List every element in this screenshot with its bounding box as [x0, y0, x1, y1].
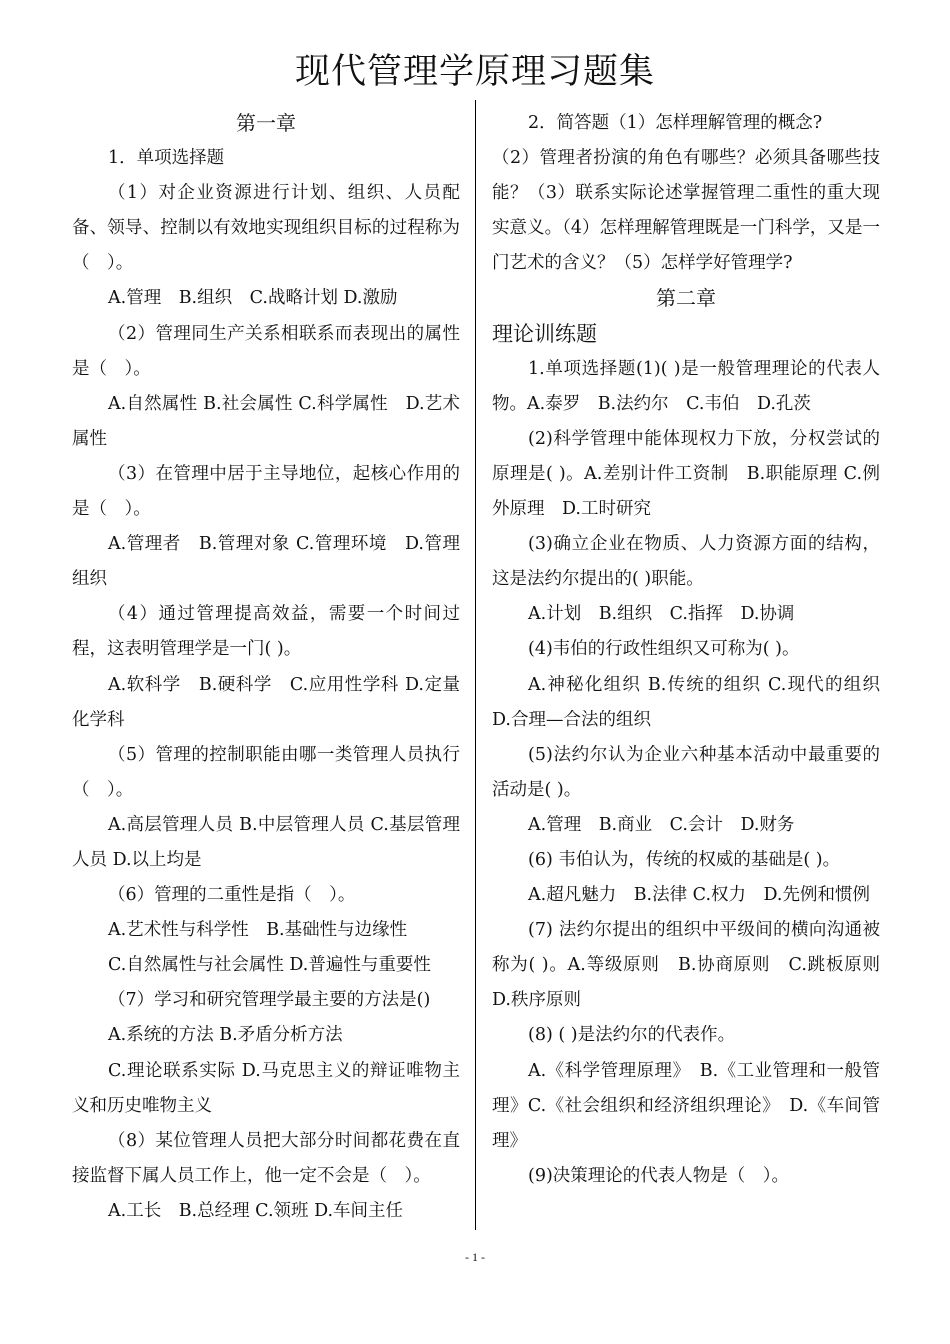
paragraph: A.管理 B.商业 C.会计 D.财务: [528, 814, 795, 835]
paragraph: (5)法约尔认为企业六种基本活动中最重要的活动是( )。: [492, 744, 880, 800]
paragraph: (4)韦伯的行政性组织又可称为( )。: [528, 639, 800, 660]
paragraph: 2．简答题（1）怎样理解管理的概念?: [528, 113, 823, 133]
paragraph: (2)科学管理中能体现权力下放，分权尝试的原理是( )。A.差别计件工资制 B.职能原理 C.例外原理 D.工时研究: [492, 428, 880, 520]
paragraph: A.超凡魅力 B.法律 C.权力 D.先例和惯例: [528, 885, 870, 906]
column-divider: [475, 100, 476, 1230]
chapter-heading: 第二章: [656, 286, 716, 311]
right-column: [492, 106, 898, 1194]
paragraph: A.高层管理人员 B.中层管理人员 C.基层管理人员 D.以上均是: [72, 814, 460, 870]
paragraph: （4）通过管理提高效益，需要一个时间过程，这表明管理学是一门( )。: [72, 604, 460, 660]
paragraph: （1）对企业资源进行计划、组织、人员配备、领导、控制以有效地实现组织目标的过程称为（ ）。: [72, 183, 460, 274]
paragraph: A.软科学 B.硬科学 C.应用性学科 D.定量化学科: [72, 674, 460, 730]
document-title: 现代管理学原理习题集: [294, 52, 655, 92]
left-column: [72, 106, 460, 1229]
paragraph: A.管理者 B.管理对象 C.管理环境 D.管理组织: [72, 534, 460, 590]
section-heading: 理论训练题: [492, 321, 597, 346]
paragraph: （2）管理者扮演的角色有哪些？必须具备哪些技能？（3）联系实际论述掌握管理二重性的重大现实意义。（4）怎样理解管理既是一门科学，又是一门艺术的含义？（5）怎样学好管理学?: [492, 148, 880, 274]
paragraph: A.艺术性与科学性 B.基础性与边缘性: [108, 920, 408, 941]
paragraph: （8）某位管理人员把大部分时间都花费在直接监督下属人员工作上，他一定不会是（ ）。: [72, 1130, 460, 1186]
paragraph: A.管理 B.组织 C.战略计划 D.激励: [108, 288, 398, 309]
paragraph: C.自然属性与社会属性 D.普遍性与重要性: [108, 955, 431, 976]
paragraph: A.神秘化组织 B.传统的组织 C.现代的组织 D.合理—合法的组织: [492, 674, 880, 730]
paragraph: (3)确立企业在物质、人力资源方面的结构，这是法约尔提出的( )职能。: [492, 534, 880, 590]
paragraph: (9)决策理论的代表人物是（ ）。: [528, 1165, 790, 1186]
paragraph: A.计划 B.组织 C.指挥 D.协调: [528, 604, 795, 625]
paragraph: A.《科学管理原理》 B.《工业管理和一般管理》C.《社会组织和经济组织理论》 D.《车间管理》: [492, 1060, 880, 1151]
paragraph: (7) 法约尔提出的组织中平级间的横向沟通被称为( )。A.等级原则 B.协商原则 C.跳板原则 D.秩序原则: [492, 920, 898, 1011]
paragraph: A.系统的方法 B.矛盾分析方法: [108, 1025, 343, 1046]
paragraph: （5）管理的控制职能由哪一类管理人员执行（ ）。: [72, 744, 460, 800]
paragraph: （2）管理同生产关系相联系而表现出的属性是（ ）。: [72, 323, 460, 379]
chapter-heading: 第一章: [236, 111, 296, 135]
paragraph: （7）学习和研究管理学最主要的方法是(): [108, 990, 431, 1011]
paragraph: (6) 韦伯认为，传统的权威的基础是( )。: [528, 849, 841, 870]
paragraph: 1．单项选择题: [108, 148, 225, 169]
paragraph: (8) ( )是法约尔的代表作。: [528, 1025, 736, 1046]
paragraph: （3）在管理中居于主导地位，起核心作用的是（ ）。: [72, 463, 460, 520]
page-number: - 1 -: [465, 1250, 485, 1264]
paragraph: A.自然属性 B.社会属性 C.科学属性 D.艺术属性: [72, 393, 460, 449]
paragraph: （6）管理的二重性是指（ ）。: [108, 885, 356, 906]
paragraph: C.理论联系实际 D.马克思主义的辩证唯物主义和历史唯物主义: [72, 1060, 460, 1116]
paragraph: A.工长 B.总经理 C.领班 D.车间主任: [108, 1200, 404, 1221]
paragraph: 1.单项选择题(1)( )是一般管理理论的代表人物。A.泰罗 B.法约尔 C.韦伯 D.孔茨: [492, 358, 880, 414]
